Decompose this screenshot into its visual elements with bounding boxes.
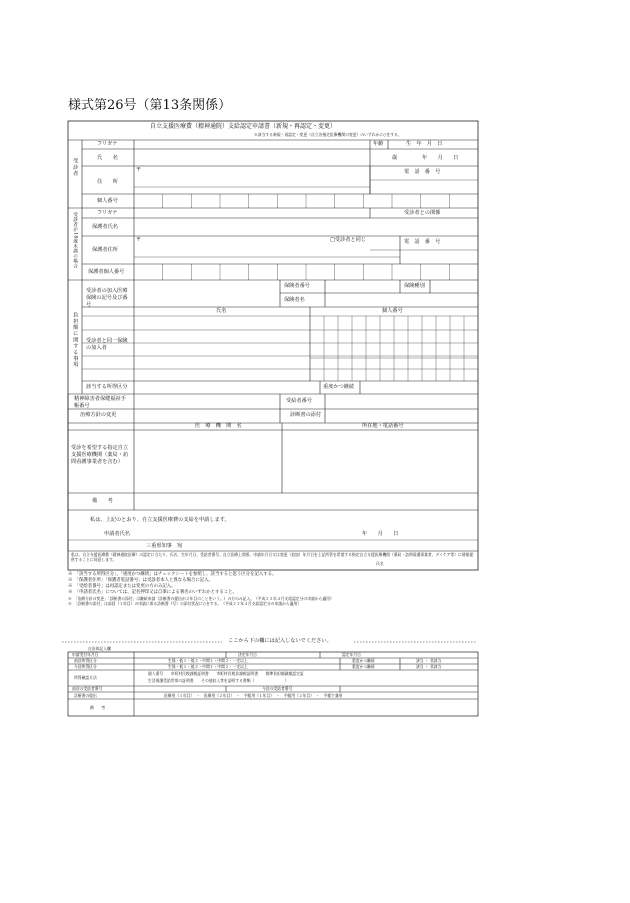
office-cell: 該当 ・ 非該当: [416, 664, 442, 669]
office-cell: 個人番号 市町村民税課税証明書 市町村民税非課税証明書 標準負担額減額認定証: [148, 671, 304, 676]
application-statement: 私は、上記のとおり、自立支援医療費の支給を申請します。: [90, 517, 230, 523]
note-item: ※ 「診断書の添付」は前回（１年目）の申請に係る診断書（写）の添付状況に○をする。（平成２２年４月支給認定分の申請から適用）: [68, 601, 302, 607]
insurance-label: 受診者の加入医療保険の記号及び番号: [86, 288, 128, 308]
office-row-label: 診断書の提出: [74, 693, 97, 698]
office-cell: 認定年月日: [342, 652, 361, 657]
dob-label: 生 年 月 日: [406, 141, 443, 147]
note-item: ※ 「保護者住所」「保護者電話番号」は受診者本人と異なる場合に記入。: [68, 578, 213, 583]
guardian-address-label: 保護者住所: [92, 247, 118, 253]
age-date: 年 月 日: [422, 155, 459, 161]
desired-clinic-label: 受診を希望する指定自立支援医療機関（薬局・訪問看護事業者を含む）: [71, 445, 129, 466]
note-item: ※ 「受給者番号」は再認定または変更の方のみ記入。: [68, 584, 176, 589]
consent-sign: 氏名: [376, 561, 384, 566]
my-number-label: 個人番号: [97, 198, 118, 204]
clinic-name-column: 医 療 機 関 名: [195, 423, 242, 429]
clinic-address-column: 所在地・電話番号: [362, 423, 404, 429]
office-row-label: 備 考: [90, 705, 106, 710]
form-title: 自立支援医療費（精神通院）支給認定申請書（新規・再認定・変更）: [150, 123, 337, 130]
severe-label: 重度かつ継続: [323, 384, 355, 390]
guardian-name-label: 保護者氏名: [92, 224, 118, 230]
age-unit: 歳: [392, 155, 398, 161]
postal-mark: 〒: [136, 167, 142, 173]
office-cell: 今回の受給者番号: [262, 686, 293, 691]
divider-text: ここから下の欄には記入しないでください。: [228, 638, 332, 644]
diagnosis-label: 診断書の添付: [290, 412, 322, 418]
patient-section-label: 受診者: [72, 158, 79, 177]
insurer-name-label: 保険者名: [284, 297, 305, 303]
office-row-label: 前回所得区分: [74, 658, 97, 663]
phone-label: 電 話 番 号: [404, 169, 441, 175]
income-class-label: 該当する所得区分: [86, 384, 128, 390]
name-column: 氏名: [216, 308, 227, 314]
office-row-label: 所得確認方法: [74, 675, 97, 680]
address-label: 住 所: [97, 179, 118, 185]
name-label: 氏 名: [97, 155, 118, 161]
age-label: 年齢: [373, 141, 384, 147]
consent-text: 私は、自立支援医療費（精神通院医療）の認定に当たり、氏名、生年月日、受給者番号、自立医療上関係、申請年月日又は変更（追加）年月日を上記所管を希望する指定自立支援医療機関（薬局・訪問看護事業者、デイケア等）に情報提供することに同意します。: [71, 552, 474, 562]
office-header: 自治体記入欄: [88, 646, 111, 651]
recipient-no-label: 受給者番号: [286, 398, 312, 404]
office-cell: 生活保護受給世帯の証明書 その他収入等を証明する書類（ ）: [148, 678, 289, 683]
same-as-checkbox[interactable]: □受診者と同じ: [330, 237, 367, 243]
insured-no-label: 保険者番号: [284, 283, 310, 289]
guardian-postal-mark: 〒: [136, 237, 142, 243]
office-cell: 重度かつ継続: [352, 664, 375, 669]
guardian-phone-label: 電 話 番 号: [404, 239, 441, 245]
my-number-column: 個人番号: [382, 308, 403, 314]
guardian-my-number-label: 保護者個人番号: [88, 269, 125, 275]
furigana-label: フリガナ: [97, 141, 118, 147]
application-date: 年 月 日: [362, 531, 399, 537]
office-cell: 決定年月日: [238, 652, 257, 657]
guardian-furigana-label: フリガナ: [97, 210, 118, 216]
office-cell: 生保・低１・低２・中間１・中間２・一定以上: [168, 664, 248, 669]
relation-label: 受診者との関係: [404, 210, 441, 216]
applicant-label: 申請者氏名: [104, 531, 130, 537]
treatment-change-label: 治療方針の変更: [80, 412, 117, 418]
office-row-label: 前回の受給者番号: [72, 686, 103, 691]
note-item: ※ 「申請者氏名」については、記名押印又は自筆による署名のいずれかとすること。: [68, 590, 237, 595]
note-item: ※ 「治療方針の変更」「診断書の添付」は継続申請（診断書の提出が２年目のことをいう。）の方のみ記入。（平成２２年４月支給認定分の申請から適用）: [68, 596, 334, 601]
income-section-label: 負担額に関する事項: [72, 312, 79, 368]
addressee: 三重県知事 宛: [146, 543, 183, 549]
office-cell: 医療用（１年目） ・ 医療用（２年目） ・ 手帳用（１年目） ・ 手帳用（２年目） ・ 手帳で兼用: [164, 693, 343, 698]
office-row-label: 今回所得区分: [74, 664, 97, 669]
remarks-label: 備 考: [92, 498, 113, 504]
office-row-label: 申請受付年月日: [72, 652, 99, 657]
office-cell: 生保・低１・低２・中間１・中間２・一定以上: [168, 658, 248, 663]
guardian-section-label: 受診者が18歳未満の場合: [72, 212, 78, 269]
handbook-label: 精神障害者保健福祉手帳番号: [74, 396, 126, 409]
office-cell: 該当 ・ 非該当: [416, 658, 442, 663]
same-insurance-label: 受診者と同一保険の加入者: [86, 338, 128, 351]
note-item: ※ 「該当する所得区分」、「重度かつ継続」はチェックシートを参照し、該当すると思う区分を記入する。: [68, 572, 277, 577]
insurance-type-label: 保険種別: [404, 283, 425, 289]
office-cell: 重度かつ継続: [352, 658, 375, 663]
form-number: 様式第26号（第13条関係）: [68, 98, 232, 113]
form-instruction: ※該当する新規・再認定・変更（自立各指定医療機関の変更）のいずれかに○をする。: [254, 132, 402, 137]
